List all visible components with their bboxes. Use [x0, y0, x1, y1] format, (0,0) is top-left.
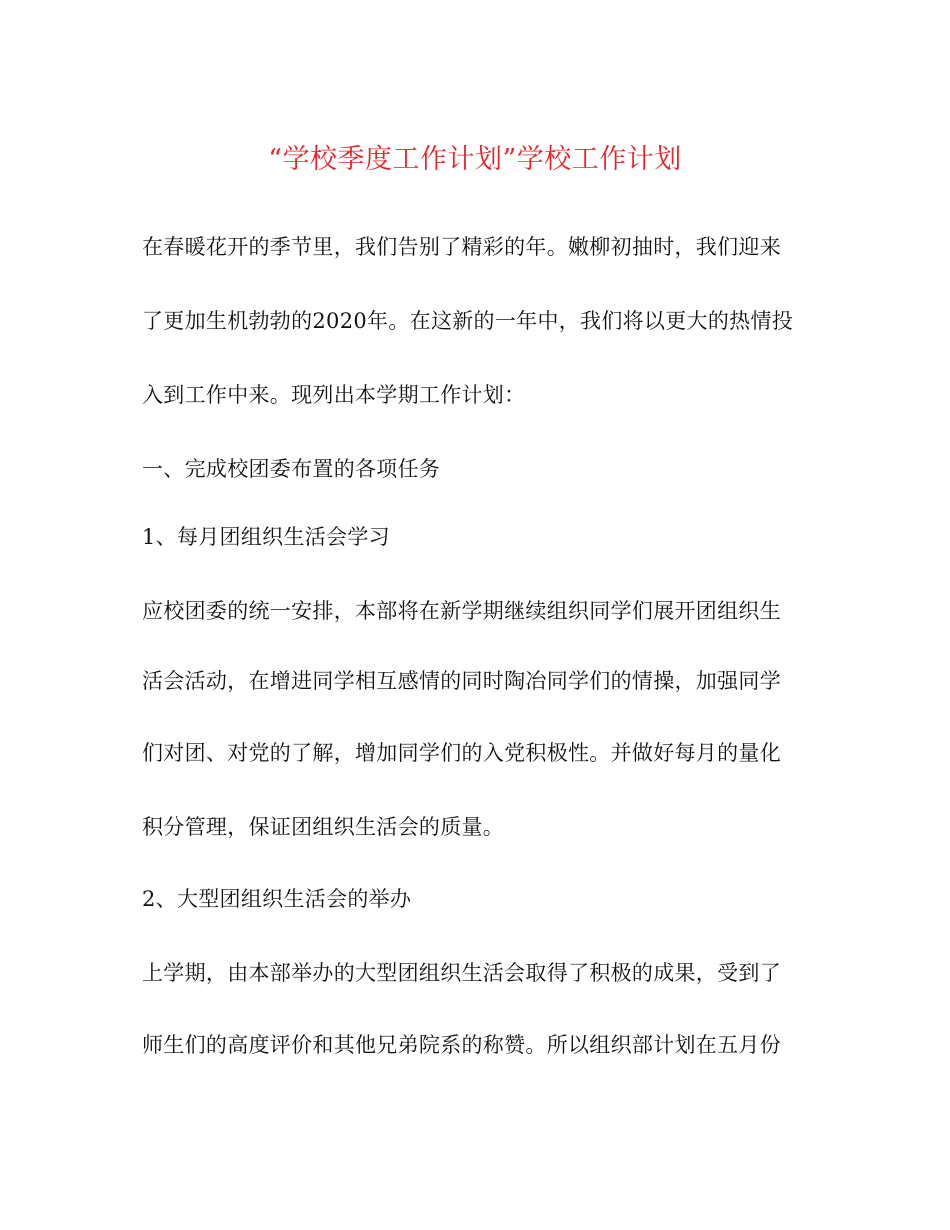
paragraph-line: 们对团、对党的了解，增加同学们的入党积极性。并做好每月的量化 — [142, 741, 781, 765]
paragraph-line: 上学期，由本部举办的大型团组织生活会取得了积极的成果，受到了 — [142, 961, 781, 985]
paragraph-line: 在春暖花开的季节里，我们告别了精彩的年。嫩柳初抽时，我们迎来 — [142, 235, 781, 259]
paragraph-line: 积分管理，保证团组织生活会的质量。 — [142, 815, 505, 839]
paragraph-line: 应校团委的统一安排，本部将在新学期继续组织同学们展开团组织生 — [142, 599, 781, 623]
paragraph-line: 活会活动，在增进同学相互感情的同时陶冶同学们的情操，加强同学 — [142, 669, 781, 693]
section-heading: 一、完成校团委布置的各项任务 — [142, 457, 441, 481]
paragraph-line: 师生们的高度评价和其他兄弟院系的称赞。所以组织部计划在五月份 — [142, 1033, 781, 1057]
subsection-heading: 2、大型团组织生活会的举办 — [142, 887, 412, 911]
document-title: “学校季度工作计划”学校工作计划 — [268, 144, 682, 175]
subsection-heading: 1、每月团组织生活会学习 — [142, 525, 390, 549]
paragraph-line: 入到工作中来。现列出本学期工作计划： — [142, 383, 526, 407]
paragraph-line: 了更加生机勃勃的2020年。在这新的一年中，我们将以更大的热情投 — [142, 309, 794, 333]
